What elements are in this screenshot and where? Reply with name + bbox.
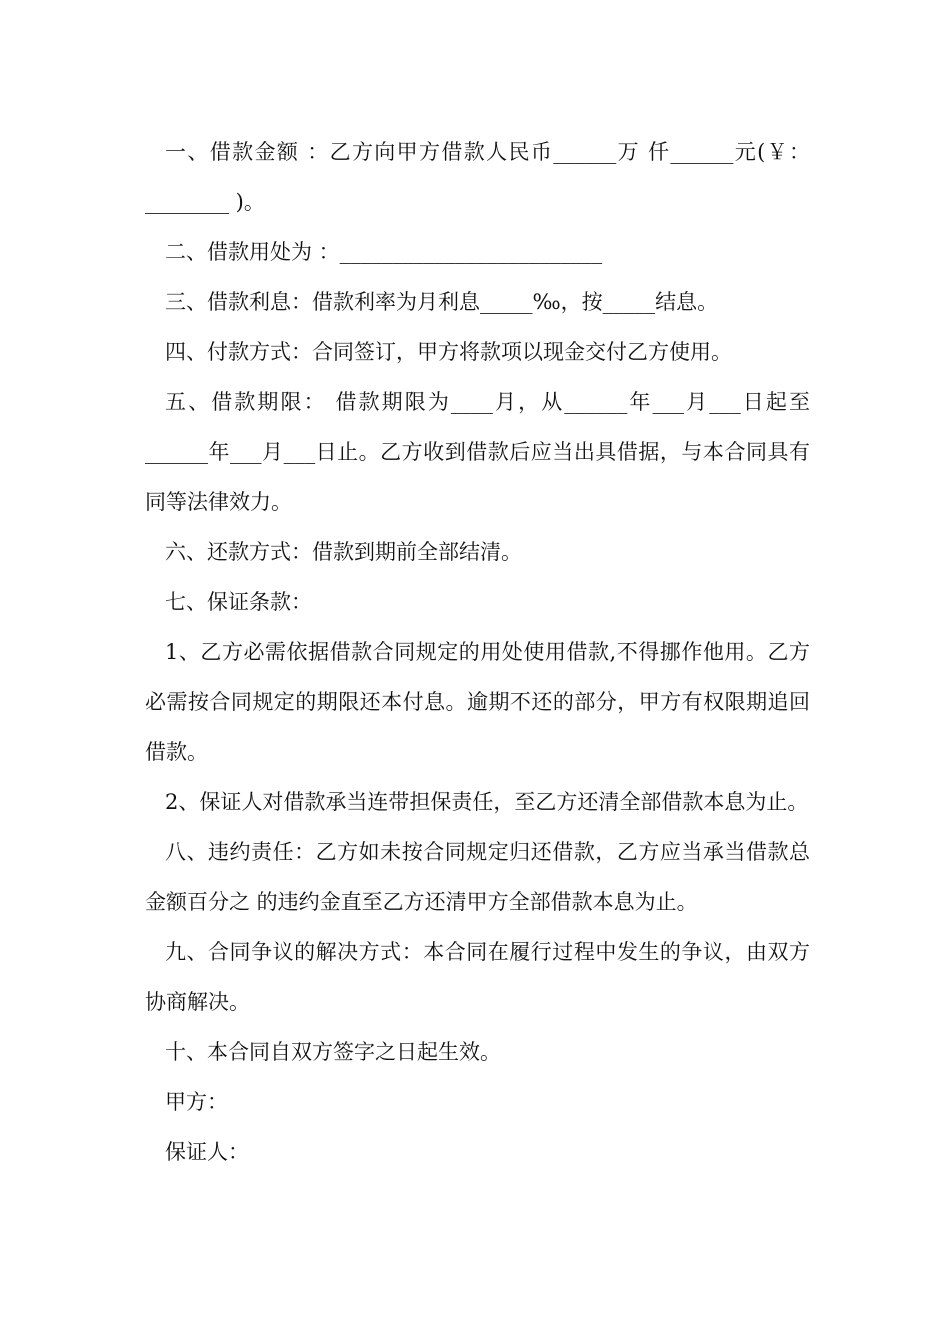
clause-dispute-resolution: 九、合同争议的解决方式：本合同在履行过程中发生的争议，由双方协商解决。: [145, 940, 810, 1014]
guarantee-item-2: 2、保证人对借款承当连带担保责任，至乙方还清全部借款本息为止。: [165, 790, 809, 814]
clause-loan-interest: 三、借款利息：借款利率为月利息_____‰，按_____结息。: [165, 290, 719, 314]
clause-effective-date: 十、本合同自双方签字之日起生效。: [165, 1040, 501, 1064]
clause-guarantee-heading: 七、保证条款：: [165, 590, 312, 614]
clause-loan-term: 五、借款期限： 借款期限为____月，从______年___月___日起至______年___月___日止。乙方收到借款后应当出具借据，与本合同具有同等法律效力。: [145, 390, 810, 514]
signature-guarantor: 保证人：: [165, 1140, 249, 1164]
signature-party-a: 甲方：: [165, 1090, 228, 1114]
contract-body: [145, 127, 810, 1177]
clause-loan-amount: 一、借款金额 ：乙方向甲方借款人民币______万 仟______元(￥：________ )。: [145, 140, 810, 214]
clause-loan-purpose: 二、借款用处为 ：_________________________: [165, 240, 603, 264]
clause-payment-method: 四、付款方式：合同签订，甲方将款项以现金交付乙方使用。: [165, 340, 732, 364]
clause-repayment-method: 六、还款方式：借款到期前全部结清。: [165, 540, 522, 564]
clause-breach-liability: 八、违约责任：乙方如未按合同规定归还借款，乙方应当承当借款总金额百分之 的违约金直至乙方还清甲方全部借款本息为止。: [145, 840, 810, 914]
guarantee-item-1: 1、乙方必需依据借款合同规定的用处使用借款,不得挪作他用。乙方必需按合同规定的期限还本付息。逾期不还的部分，甲方有权限期追回借款。: [145, 640, 810, 764]
